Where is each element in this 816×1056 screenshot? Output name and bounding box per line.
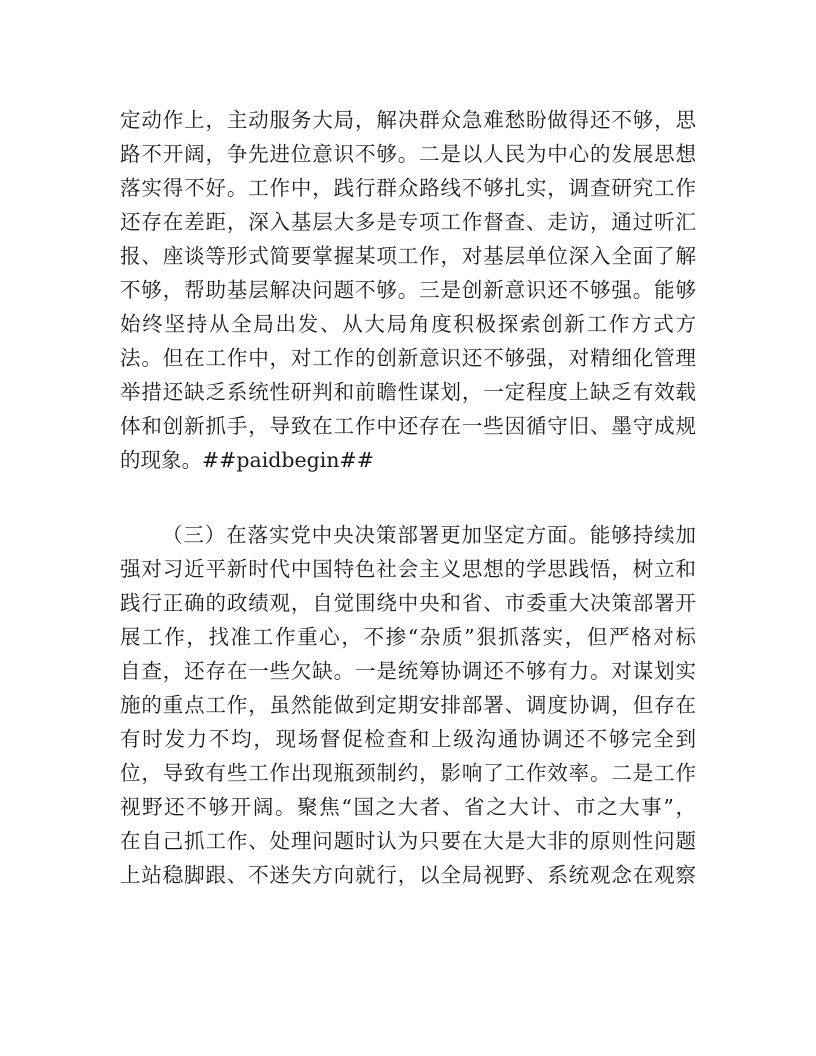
- text-line: 法。但在工作中，对工作的创新意识还不够强，对精细化管理: [120, 346, 696, 370]
- text-line: 施的重点工作，虽然能做到定期安排部署、调度协调，但存在: [120, 693, 696, 717]
- text-line: 还存在差距，深入基层大多是专项工作督查、走访，通过听汇: [120, 210, 696, 234]
- paragraph-1: [120, 103, 696, 477]
- text-line: 上站稳脚跟、不迷失方向就行，以全局视野、系统观念在观察: [120, 863, 696, 887]
- text-line: 位，导致有些工作出现瓶颈制约，影响了工作效率。二是工作: [120, 761, 696, 785]
- text-line: 不够，帮助基层解决问题不够。三是创新意识还不够强。能够: [120, 278, 696, 302]
- text-line: 展工作，找准工作重心，不掺“杂质”狠抓落实，但严格对标: [120, 625, 696, 649]
- text-line: 有时发力不均，现场督促检查和上级沟通协调还不够完全到: [120, 727, 696, 751]
- text-line: 报、座谈等形式简要掌握某项工作，对基层单位深入全面了解: [120, 244, 696, 268]
- text-line: 强对习近平新时代中国特色社会主义思想的学思践悟，树立和: [120, 557, 696, 581]
- text-line: 落实得不好。工作中，践行群众路线不够扎实，调查研究工作: [120, 176, 696, 200]
- text-line: 视野还不够开阔。聚焦“国之大者、省之大计、市之大事”，: [120, 795, 696, 819]
- text-line: 举措还缺乏系统性研判和前瞻性谋划，一定程度上缺乏有效载: [120, 380, 696, 404]
- text-line-first: （三）在落实党中央决策部署更加坚定方面。能够持续加: [162, 523, 696, 547]
- text-line-last: 的现象。##paidbegin##: [120, 448, 374, 472]
- text-line: 自查，还存在一些欠缺。一是统筹协调还不够有力。对谋划实: [120, 659, 696, 683]
- text-line: 体和创新抓手，导致在工作中还存在一些因循守旧、墨守成规: [120, 414, 696, 438]
- text-line: 定动作上，主动服务大局，解决群众急难愁盼做得还不够，思: [120, 108, 696, 132]
- text-line: 在自己抓工作、处理问题时认为只要在大是大非的原则性问题: [120, 829, 696, 853]
- text-line: 践行正确的政绩观，自觉围绕中央和省、市委重大决策部署开: [120, 591, 696, 615]
- paragraph-2: [120, 518, 696, 892]
- text-line: 始终坚持从全局出发、从大局角度积极探索创新工作方式方: [120, 312, 696, 336]
- text-line: 路不开阔，争先进位意识不够。二是以人民为中心的发展思想: [120, 142, 696, 166]
